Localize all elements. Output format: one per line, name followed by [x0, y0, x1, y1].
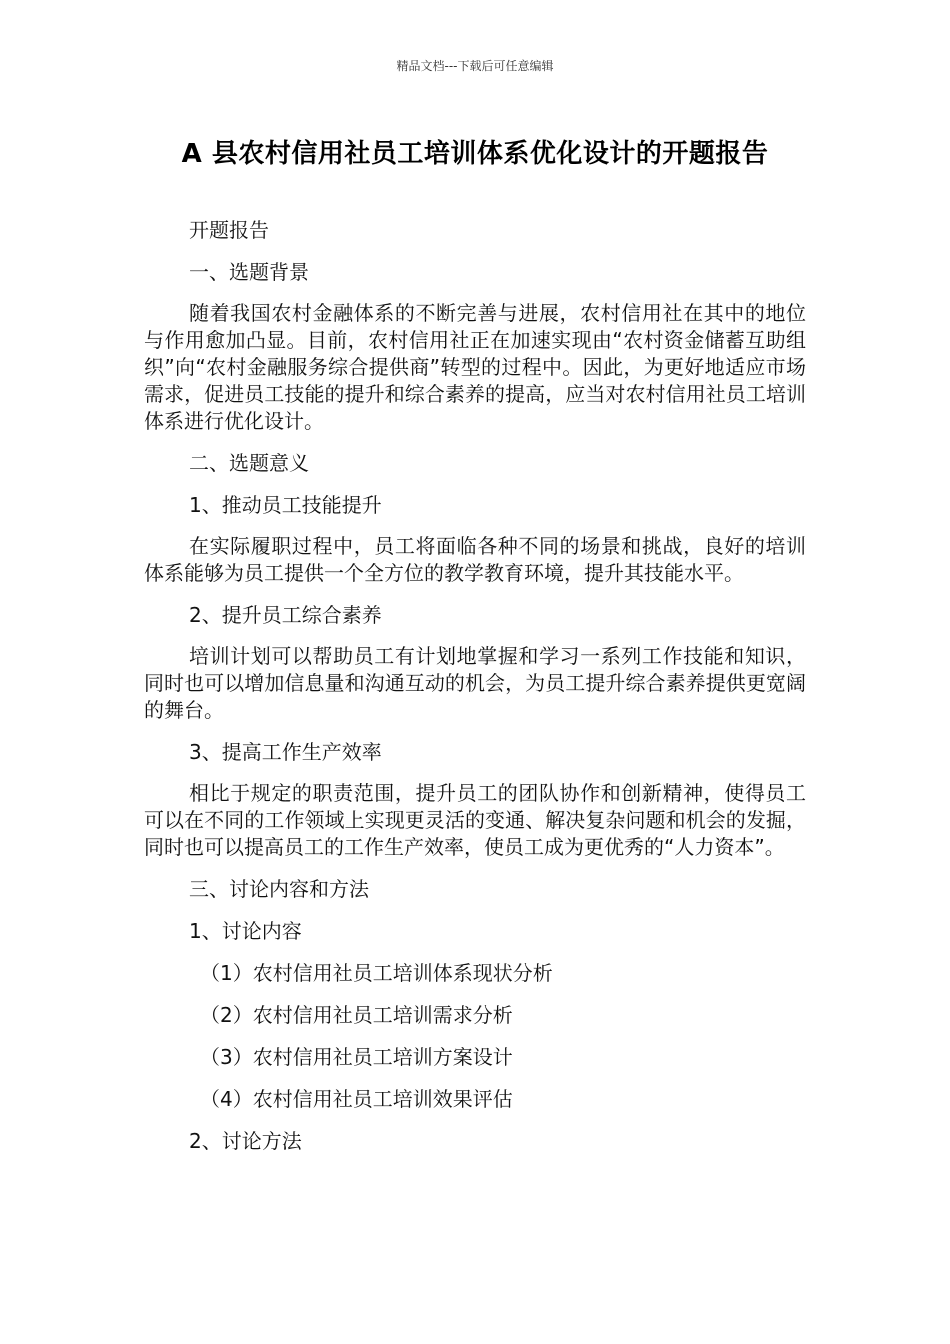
section-heading-report: 开题报告: [189, 218, 269, 242]
document-title: A 县农村信用社员工培训体系优化设计的开题报告: [181, 139, 769, 169]
paragraph-productivity: 相比于规定的职责范围，提升员工的团队协作和创新精神，使得员工可以在不同的工作领域上实现更灵活的变通、解决复杂问题和机会的发掘，同时也可以提高员工的工作生产效率，使员工成为更优秀的“人力资本”。: [144, 781, 806, 859]
subheading-skill-improvement: 1、推动员工技能提升: [189, 493, 382, 517]
subheading-comprehensive-quality: 2、提升员工综合素养: [189, 603, 382, 627]
content-list-item: （1）农村信用社员工培训体系现状分析: [200, 961, 553, 985]
paragraph-skill-improvement: 在实际履职过程中，员工将面临各种不同的场景和挑战，良好的培训体系能够为员工提供一个全方位的教学教育环境，提升其技能水平。: [144, 534, 806, 585]
subheading-research-method: 2、讨论方法: [189, 1129, 302, 1153]
subheading-productivity: 3、提高工作生产效率: [189, 740, 382, 764]
content-list-item: （3）农村信用社员工培训方案设计: [200, 1045, 513, 1069]
content-list-item: （2）农村信用社员工培训需求分析: [200, 1003, 513, 1027]
document-body: [144, 216, 806, 1169]
subheading-research-content: 1、讨论内容: [189, 919, 302, 943]
section-heading-content-method: 三、讨论内容和方法: [189, 877, 369, 901]
section-heading-significance: 二、选题意义: [189, 451, 309, 475]
page-header-note: 精品文档---下载后可任意编辑: [396, 59, 554, 73]
paragraph-background: 随着我国农村金融体系的不断完善与进展，农村信用社在其中的地位与作用愈加凸显。目前，农村信用社正在加速实现由“农村资金储蓄互助组织”向“农村金融服务综合提供商”转型的过程中。因此，为更好地适应市场需求，促进员工技能的提升和综合素养的提高，应当对农村信用社员工培训体系进行优化设计。: [144, 301, 806, 433]
content-list-item: （4）农村信用社员工培训效果评估: [200, 1087, 513, 1111]
section-heading-background: 一、选题背景: [189, 260, 309, 284]
paragraph-comprehensive-quality: 培训计划可以帮助员工有计划地掌握和学习一系列工作技能和知识，同时也可以增加信息量和沟通互动的机会，为员工提升综合素养提供更宽阔的舞台。: [144, 644, 806, 722]
